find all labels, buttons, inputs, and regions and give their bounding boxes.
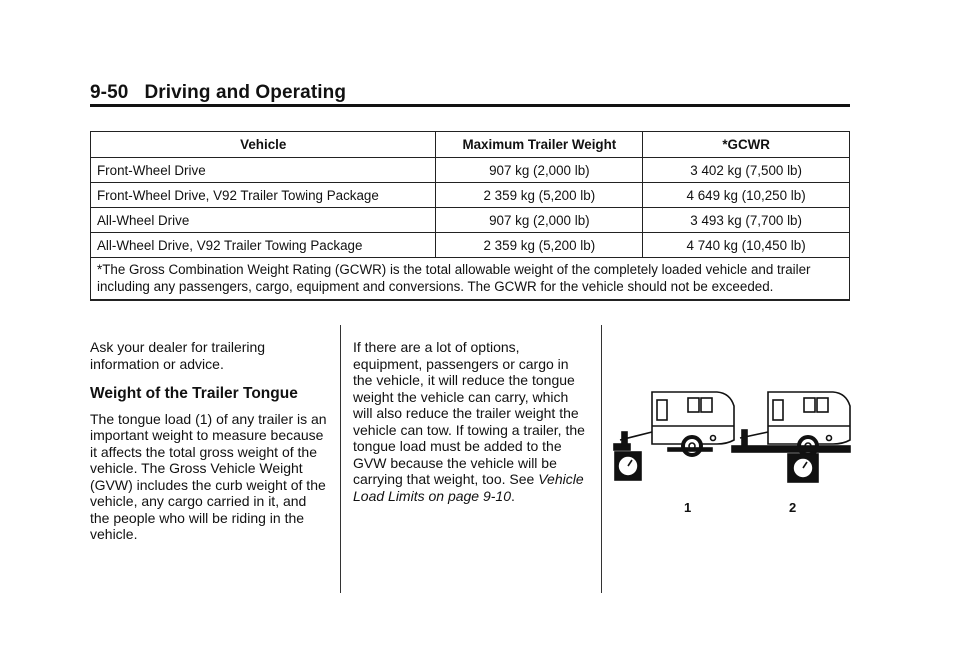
cell-max-trailer: 2 359 kg (5,200 lb): [436, 183, 643, 208]
figure-label-2: 2: [789, 500, 797, 515]
header-rule: [90, 104, 850, 107]
column-divider: [601, 325, 602, 593]
section-title: Driving and Operating: [144, 82, 347, 103]
paragraph-end: .: [511, 487, 515, 504]
page-number: 9-50: [90, 82, 129, 103]
column-divider: [340, 325, 341, 593]
cell-max-trailer: 907 kg (2,000 lb): [436, 158, 643, 183]
cell-gcwr: 4 740 kg (10,450 lb): [643, 233, 850, 258]
options-paragraph: If there are a lot of options, equipment, passengers or cargo in the vehicle, it will reduce the tongue weight the vehicle can carry, which will also reduce the trailer weight the vehicle can tow. If towing a trailer, the tongue load must be added to the GVW because the vehicle will be carrying that weight, too. See: [353, 339, 585, 487]
col-header-max-trailer: Maximum Trailer Weight: [436, 132, 643, 158]
table-footnote-row: [91, 258, 850, 301]
table-row: [91, 183, 850, 208]
cell-gcwr: 3 493 kg (7,700 lb): [643, 208, 850, 233]
table-row: [91, 158, 850, 183]
middle-column: [353, 339, 591, 504]
table-row: [91, 233, 850, 258]
load-limits-reference[interactable]: Vehicle Load Limits on page 9-10: [353, 471, 584, 504]
trailer-2-icon: [732, 392, 850, 482]
trailer-weight-table: [90, 131, 850, 301]
cell-max-trailer: 2 359 kg (5,200 lb): [436, 233, 643, 258]
table-row: [91, 208, 850, 233]
cell-gcwr: 4 649 kg (10,250 lb): [643, 183, 850, 208]
col-header-gcwr: *GCWR: [643, 132, 850, 158]
figure-label-1: 1: [684, 500, 692, 515]
cell-vehicle: Front-Wheel Drive, V92 Trailer Towing Package: [91, 183, 436, 208]
cell-vehicle: All-Wheel Drive: [91, 208, 436, 233]
table-header-row: [91, 132, 850, 158]
gcwr-footnote: *The Gross Combination Weight Rating (GCWR) is the total allowable weight of the completely loaded vehicle and trailer including any passengers, cargo, equipment and conversions. The GCWR for the vehicle should not be exceeded.: [91, 258, 850, 301]
trailer-diagram: [612, 380, 852, 520]
left-column: [90, 339, 328, 543]
header-text: [90, 82, 850, 104]
trailer-1-icon: [614, 392, 734, 480]
tongue-load-paragraph: The tongue load (1) of any trailer is an important weight to measure because it affects the total gross weight of the vehicle. The Gross Vehicle Weight (GVW) includes the curb weight of the vehicle, any cargo carried in it, and the people who will be riding in the vehicle.: [90, 410, 327, 542]
col-header-vehicle: Vehicle: [91, 132, 436, 158]
cell-vehicle: All-Wheel Drive, V92 Trailer Towing Package: [91, 233, 436, 258]
page-header: [90, 82, 850, 104]
subheading-tongue-weight: Weight of the Trailer Tongue: [90, 385, 298, 402]
intro-paragraph: Ask your dealer for trailering information or advice.: [90, 339, 266, 372]
cell-gcwr: 3 402 kg (7,500 lb): [643, 158, 850, 183]
trailer-tongue-illustration: [612, 380, 852, 520]
cell-vehicle: Front-Wheel Drive: [91, 158, 436, 183]
cell-max-trailer: 907 kg (2,000 lb): [436, 208, 643, 233]
